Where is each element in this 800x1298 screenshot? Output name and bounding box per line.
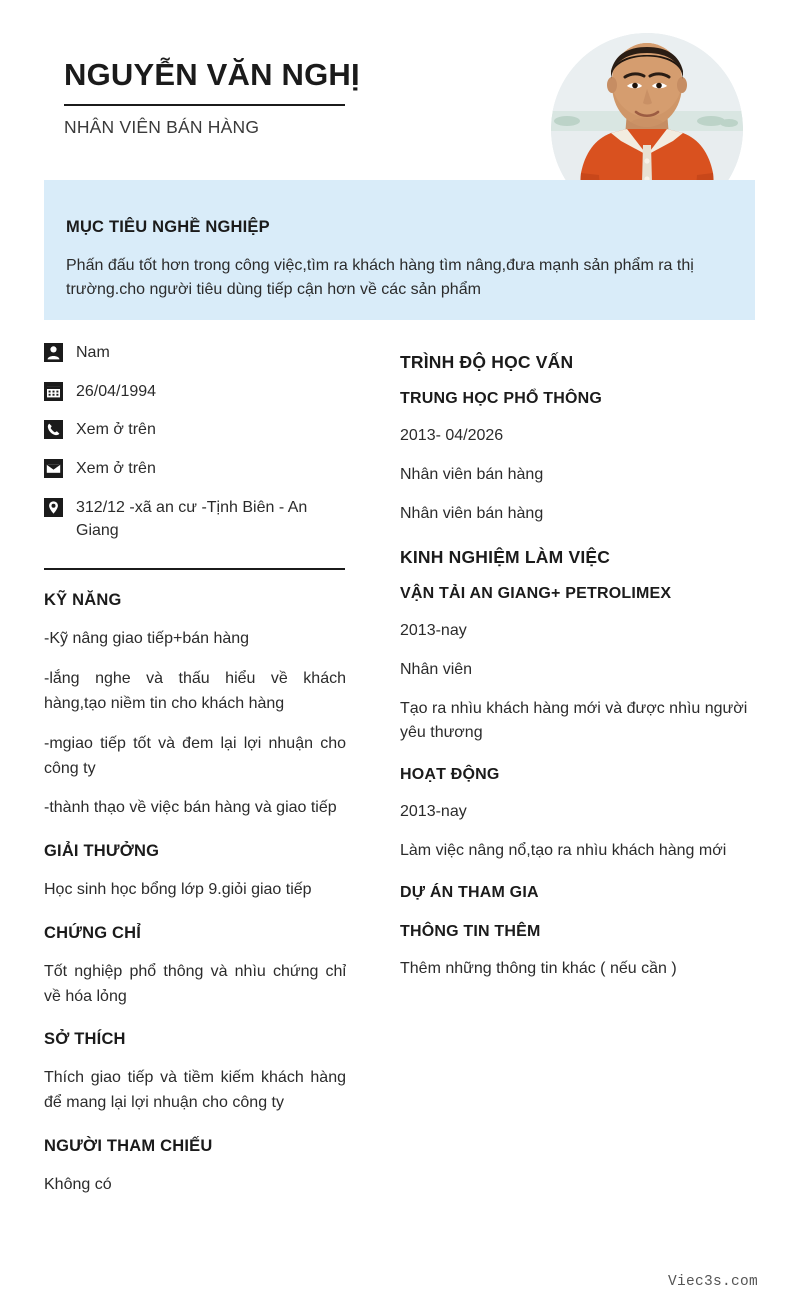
section-divider	[44, 568, 345, 570]
phone-icon	[44, 420, 63, 439]
projects-title: DỰ ÁN THAM GIA	[400, 884, 539, 901]
experience-period: 2013-nay	[400, 622, 467, 639]
skills-section	[44, 591, 346, 821]
hobbies-section	[44, 1030, 346, 1116]
cv-header	[64, 57, 360, 138]
education-entry-title: TRUNG HỌC PHỔ THÔNG	[400, 390, 603, 407]
job-title: NHÂN VIÊN BÁN HÀNG	[64, 116, 260, 137]
objective-text: Phấn đấu tốt hơn trong công việc,tìm ra khách hàng tìm nâng,đưa mạnh sản phẩm ra thị trường.cho người tiêu dùng tiếp cận hơn về các sản phẩm	[66, 257, 694, 299]
education-period: 2013- 04/2026	[400, 427, 504, 444]
contact-item-birthdate	[44, 381, 346, 404]
education-section	[400, 352, 756, 526]
skills-title: KỸ NĂNG	[44, 591, 122, 610]
experience-title: KINH NGHIỆM LÀM VIỆC	[400, 547, 611, 567]
activities-description: Làm việc nâng nổ,tạo ra nhìu khách hàng mới	[400, 842, 727, 859]
activities-section	[400, 766, 756, 863]
footer-watermark: Viec3s.com	[667, 1274, 758, 1290]
education-title: TRÌNH ĐỘ HỌC VẤN	[400, 352, 574, 372]
envelope-icon	[44, 459, 63, 478]
contact-value: Xem ở trên	[76, 460, 156, 478]
hobbies-title: SỞ THÍCH	[44, 1030, 126, 1049]
references-title: NGƯỜI THAM CHIẾU	[44, 1137, 213, 1156]
contact-item-address	[44, 497, 346, 542]
education-detail: Nhân viên bán hàng	[400, 466, 544, 483]
references-text: Không có	[44, 1176, 112, 1194]
experience-entry-title: VẬN TẢI AN GIANG+ PETROLIMEX	[400, 585, 672, 602]
experience-description: Tạo ra nhìu khách hàng mới và được nhìu người yêu thương	[400, 700, 748, 741]
person-icon	[44, 343, 63, 362]
contact-value: 312/12 -xã an cư -Tịnh Biên - An Giang	[76, 498, 308, 539]
certificates-text: Tốt nghiệp phổ thông và nhìu chứng chỉ về hóa lỏng	[44, 962, 346, 1005]
skill-item: -lắng nghe và thấu hiểu về khách hàng,tạo niềm tin cho khách hàng	[44, 670, 346, 712]
activities-title: HOẠT ĐỘNG	[400, 766, 500, 783]
contact-value: Nam	[76, 344, 110, 361]
right-column	[400, 352, 756, 996]
objective-section	[44, 180, 755, 320]
experience-entry	[400, 585, 756, 745]
awards-text: Học sinh học bổng lớp 9.giỏi giao tiếp	[44, 881, 312, 899]
education-entry	[400, 390, 756, 526]
experience-section	[400, 547, 756, 745]
left-column	[44, 342, 346, 1198]
skill-item: -mgiao tiếp tốt và đem lại lợi nhuận cho công ty	[44, 734, 346, 777]
certificates-title: CHỨNG CHỈ	[44, 923, 142, 942]
additional-info-text: Thêm những thông tin khác ( nếu cần )	[400, 960, 677, 977]
skill-item: -Kỹ nâng giao tiếp+bán hàng	[44, 630, 250, 648]
contact-item-email	[44, 458, 346, 481]
experience-role: Nhân viên	[400, 661, 473, 678]
awards-title: GIẢI THƯỞNG	[44, 842, 160, 861]
contact-value: Xem ở trên	[76, 421, 156, 439]
location-pin-icon	[44, 498, 63, 517]
contact-list	[44, 342, 346, 542]
contact-item-gender	[44, 342, 346, 365]
calendar-icon	[44, 382, 63, 401]
skill-item: -thành thạo về việc bán hàng và giao tiếp	[44, 799, 337, 817]
additional-info-title: THÔNG TIN THÊM	[400, 923, 541, 940]
contact-item-phone	[44, 419, 346, 442]
contact-value: 26/04/1994	[76, 382, 157, 400]
certificates-section	[44, 924, 346, 1010]
activities-period: 2013-nay	[400, 803, 467, 820]
projects-section	[400, 884, 756, 902]
page-title: NGUYỄN VĂN NGHỊ	[64, 57, 360, 92]
education-detail: Nhân viên bán hàng	[400, 505, 544, 522]
hobbies-text: Thích giao tiếp và tiềm kiếm khách hàng để mang lại lợi nhuận cho công ty	[44, 1069, 346, 1112]
awards-section	[44, 842, 346, 903]
header-divider	[64, 104, 345, 106]
references-section	[44, 1137, 346, 1198]
additional-info-section	[400, 923, 756, 981]
objective-title: MỤC TIÊU NGHỀ NGHIỆP	[66, 218, 270, 236]
